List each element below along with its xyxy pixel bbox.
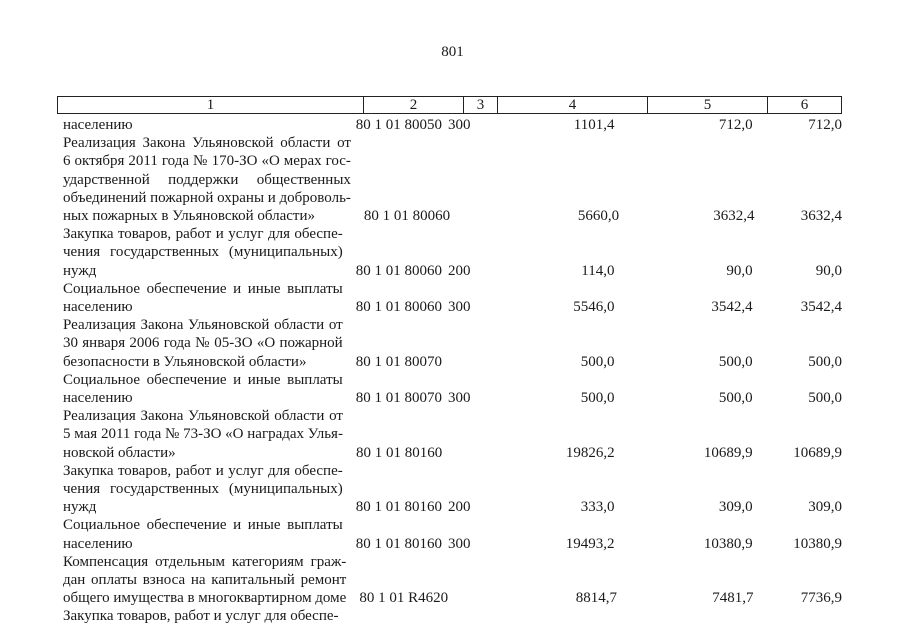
row-name [57,516,343,552]
row-value-col6: 90,0 [815,262,842,279]
row-name-line: населению [63,390,133,407]
row-name-line: Реализация Закона Ульяновской области от [63,135,351,152]
row-name-line: безопасности в Ульяновской области» [63,353,307,370]
row-name-line: 30 января 2006 года № 05-ЗО «О пожарной [63,335,343,352]
row-value-col5: 3542,4 [711,299,753,316]
row-name-line: Реализация Закона Ульяновской области от [63,408,343,425]
row-code: 80 1 01 80070 [355,353,442,370]
table-row [57,225,842,280]
row-code: 80 1 01 80060 [363,208,451,225]
header-col-1: 1 [58,97,364,113]
row-value-col5: 90,0 [726,262,753,279]
row-name-line: населению [63,299,133,316]
header-col-2: 2 [364,97,464,113]
row-value-col5: 500,0 [718,353,753,370]
row-vr: 300 [447,390,471,407]
row-name-line: 6 октября 2011 года № 170-ЗО «О мерах гос- [63,153,351,170]
row-value-col4: 5546,0 [573,299,615,316]
row-code: 80 1 01 80060 [355,299,442,316]
table-row [57,371,842,407]
row-value-col4: 500,0 [580,390,615,407]
table-row [57,134,842,225]
row-value-col4: 8814,7 [575,590,617,607]
table-row [57,280,842,316]
row-value-col6: 3632,4 [800,208,842,225]
row-name [57,280,343,316]
table-row [57,116,842,134]
row-name-line: населению [63,535,133,552]
row-name [57,553,346,608]
page-number: 801 [441,44,464,60]
row-name-line: нужд [63,262,97,279]
row-value-col4: 500,0 [580,353,615,370]
header-col-3: 3 [464,97,498,113]
row-value-col6: 3542,4 [800,299,842,316]
row-name-line: объединений пожарной охраны и доброволь- [63,189,351,206]
row-name-line: Закупка товаров, работ и услуг для обеспе- [63,462,343,479]
row-value-col6: 10689,9 [793,444,842,461]
table-row [57,462,842,517]
table-row [57,516,842,552]
row-name [57,225,343,280]
table-header [57,96,842,114]
row-value-col5: 500,0 [718,390,753,407]
header-col-6: 6 [800,97,809,113]
row-name-line: 5 мая 2011 года № 73-ЗО «О наградах Улья- [63,426,343,443]
table-row [57,607,842,625]
row-name-line: новской области» [63,444,176,461]
table-row [57,316,842,371]
row-value-col5: 10689,9 [703,444,753,461]
row-code: 80 1 01 80160 [355,499,442,516]
row-name [57,371,343,407]
row-name-line: нужд [63,499,97,516]
row-value-col6: 712,0 [808,117,842,133]
table-row [57,407,842,462]
row-vr: 300 [447,117,471,133]
row-code: 80 1 01 80160 [355,444,443,461]
header-col-5: 5 [648,97,768,113]
row-value-col6: 500,0 [808,353,842,370]
row-name-line: общего имущества в многоквартирном доме [63,590,347,607]
row-value-col5: 3632,4 [713,208,755,225]
row-name [57,407,343,462]
row-value-col5: 309,0 [718,499,753,516]
row-name [57,462,343,517]
row-name [57,134,351,225]
header-col-4: 4 [498,97,648,113]
row-value-col4: 333,0 [580,499,615,516]
row-value-col5: 10380,9 [703,535,753,552]
row-code: 80 1 01 80070 [355,390,442,407]
table-row [57,553,842,608]
row-name-line: чения государственных (муниципальных) [63,481,343,498]
row-name [57,316,343,371]
table-body [57,116,842,626]
row-name-line: Компенсация отдельным категориям граж- [63,553,347,570]
row-value-col4: 114,0 [581,262,615,279]
row-name-line: чения государственных (муниципальных) [63,244,343,261]
row-name-line: Социальное обеспечение и иные выплаты [63,517,343,534]
row-value-col4: 19826,2 [565,444,615,461]
row-value-col4: 19493,2 [565,535,615,552]
row-name-line: ударственной поддержки общественных [63,171,351,188]
row-name-line: Социальное обеспечение и иные выплаты [63,371,343,388]
row-name-line: ных пожарных в Ульяновской области» [63,208,315,225]
row-value-col4: 1101,4 [573,117,615,133]
row-value-col6: 309,0 [808,499,842,516]
row-name [57,116,343,134]
row-name-line: Реализация Закона Ульяновской области от [63,317,343,334]
row-name-line: населению [63,117,133,133]
row-code: 80 1 01 80050 [355,117,442,133]
row-value-col5: 712,0 [718,117,753,133]
row-vr: 300 [447,299,471,316]
row-name-line: Закупка товаров, работ и услуг для обеспе- [63,226,343,243]
row-code: 80 1 01 80160 [355,535,442,552]
row-value-col6: 10380,9 [793,535,842,552]
row-vr: 200 [447,262,471,279]
row-value-col4: 5660,0 [577,208,620,225]
row-vr: 200 [447,499,471,516]
row-vr: 300 [447,535,471,552]
row-code: 80 1 01 80060 [355,262,442,279]
row-value-col5: 7481,7 [712,590,754,607]
row-code: 80 1 01 R4620 [359,590,449,607]
row-name-line: Социальное обеспечение и иные выплаты [63,280,343,297]
row-name-line: Закупка товаров, работ и услуг для обеспе- [63,608,339,625]
row-value-col6: 7736,9 [800,590,842,607]
row-name [57,607,344,625]
row-value-col6: 500,0 [808,390,842,407]
row-name-line: дан оплаты взноса на капитальный ремонт [63,572,347,589]
